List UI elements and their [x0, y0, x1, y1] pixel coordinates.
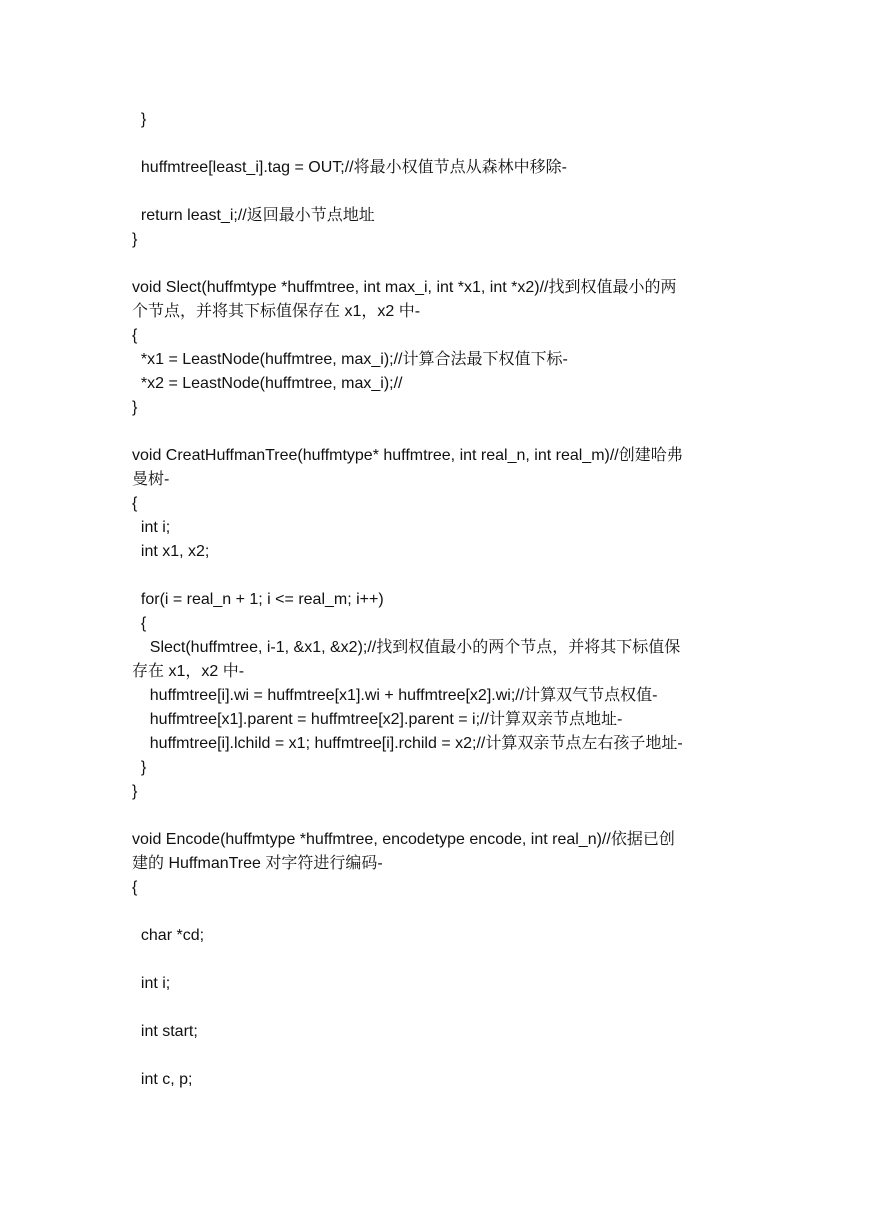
code-line: *x2 = LeastNode(huffmtree, max_i);//	[132, 375, 403, 392]
code-line: huffmtree[x1].parent = huffmtree[x2].parent = i;//计算双亲节点地址-	[132, 711, 623, 728]
code-line: }	[132, 783, 138, 800]
code-line: {	[132, 615, 147, 632]
code-line: int i;	[132, 975, 171, 992]
code-line: {	[132, 327, 138, 344]
code-line: void CreatHuffmanTree(huffmtype* huffmtree, int real_n, int real_m)//创建哈弗	[132, 447, 683, 464]
code-line: {	[132, 495, 138, 512]
code-line: }	[132, 759, 147, 776]
code-line: Slect(huffmtree, i-1, &x1, &x2);//找到权值最小的两个节点，并将其下标值保	[132, 639, 681, 656]
code-line: for(i = real_n + 1; i <= real_m; i++)	[132, 591, 384, 608]
code-line: *x1 = LeastNode(huffmtree, max_i);//计算合法最下权值下标-	[132, 351, 568, 368]
code-line: char *cd;	[132, 927, 205, 944]
code-line: int c, p;	[132, 1071, 193, 1088]
code-line: int x1, x2;	[132, 543, 210, 560]
code-line: 存在 x1，x2 中-	[132, 663, 245, 680]
code-line: huffmtree[i].wi = huffmtree[x1].wi + huffmtree[x2].wi;//计算双气节点权值-	[132, 687, 658, 704]
code-line: 个节点，并将其下标值保存在 x1，x2 中-	[132, 303, 421, 320]
code-line: return least_i;//返回最小节点地址	[132, 207, 375, 224]
code-line: huffmtree[least_i].tag = OUT;//将最小权值节点从森林中移除-	[132, 159, 567, 176]
code-line: void Slect(huffmtype *huffmtree, int max_i, int *x1, int *x2)//找到权值最小的两	[132, 279, 677, 296]
code-line: {	[132, 879, 138, 896]
code-line: 建的 HuffmanTree 对字符进行编码-	[132, 855, 383, 872]
code-line: 曼树-	[132, 471, 170, 488]
code-line: int start;	[132, 1023, 198, 1040]
code-line: int i;	[132, 519, 171, 536]
code-line: }	[132, 111, 147, 128]
code-line: }	[132, 231, 138, 248]
code-line: }	[132, 399, 138, 416]
code-line: void Encode(huffmtype *huffmtree, encodetype encode, int real_n)//依据已创	[132, 831, 675, 848]
code-line: huffmtree[i].lchild = x1; huffmtree[i].rchild = x2;//计算双亲节点左右孩子地址-	[132, 735, 683, 752]
